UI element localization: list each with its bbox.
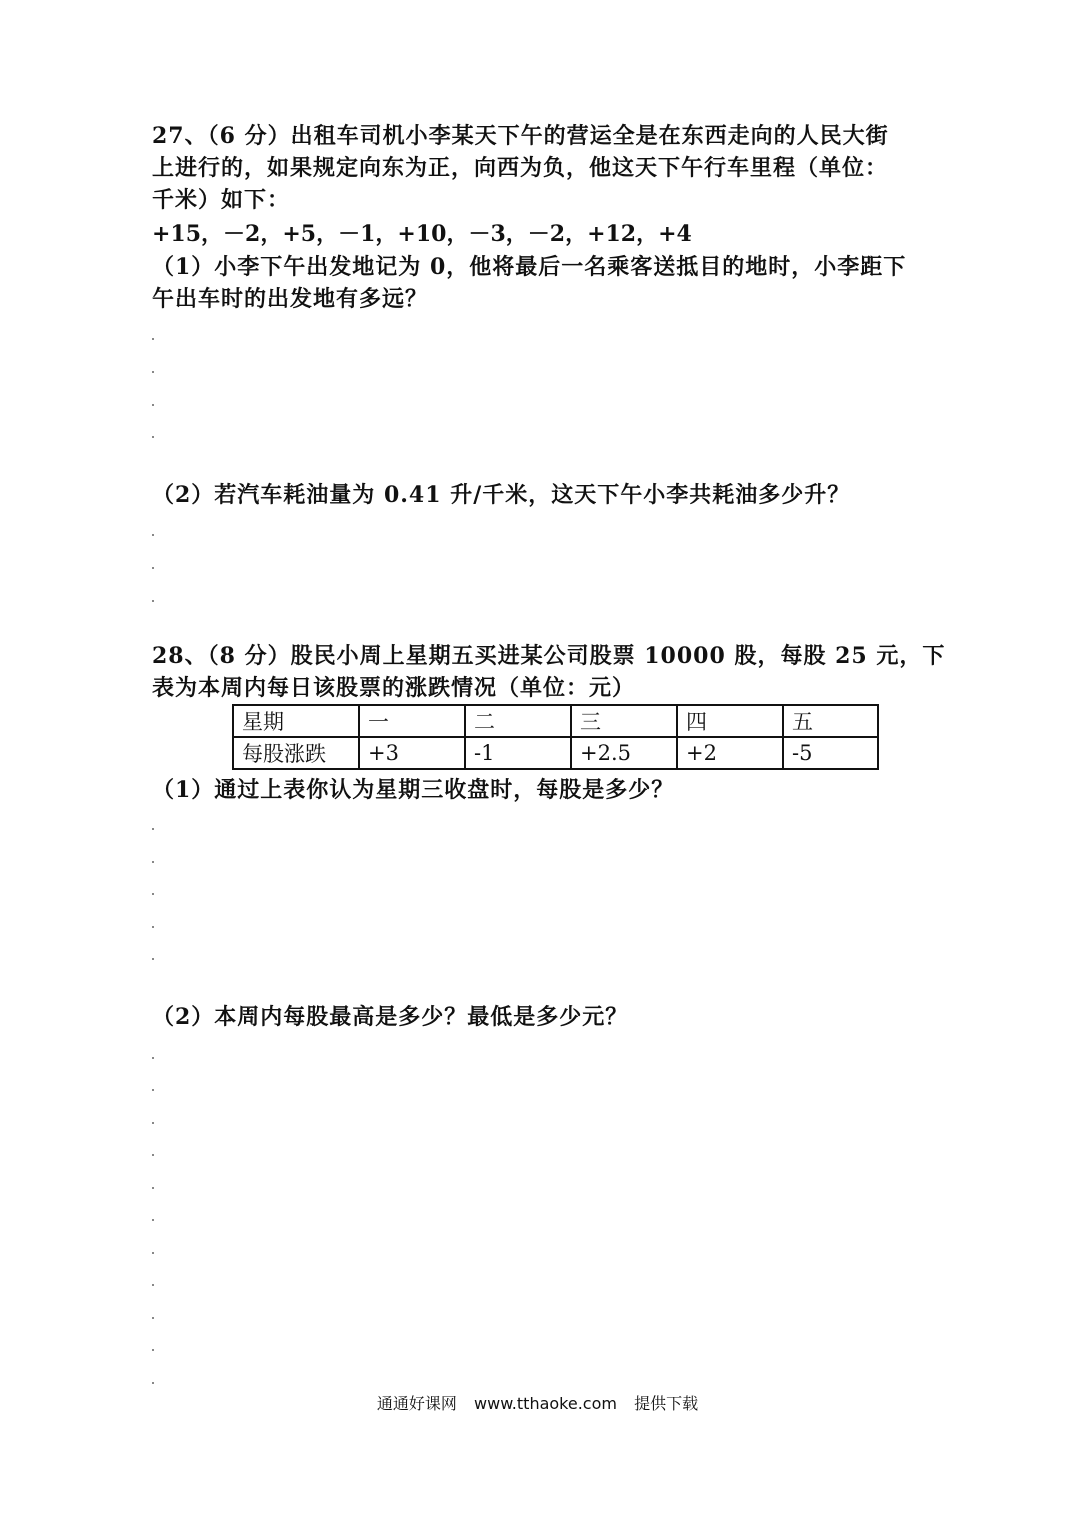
table-cell: 二 (465, 705, 571, 737)
q27-line-1: 27、（6 分）出租车司机小李某天下午的营运全是在东西走向的人民大街 (152, 123, 889, 149)
footer-url[interactable]: www.tthaoke.com (474, 1394, 617, 1413)
table-cell: +3 (359, 737, 465, 769)
table-cell: 四 (677, 705, 783, 737)
table-cell: +2 (677, 737, 783, 769)
footer-note: 提供下载 (634, 1394, 699, 1413)
table-cell: +2.5 (571, 737, 677, 769)
table-cell: 五 (783, 705, 878, 737)
q28-line-1: 28、（8 分）股民小周上星期五买进某公司股票 10000 股，每股 25 元，下 (152, 643, 946, 669)
table-row (233, 737, 878, 769)
table-cell: 每股涨跌 (233, 737, 359, 769)
q27-line-2: 上进行的，如果规定向东为正，向西为负，他这天下午行车里程（单位： (152, 155, 889, 181)
q28-part2: （2）本周内每股最高是多少？最低是多少元？ (152, 1004, 629, 1030)
table-cell: 三 (571, 705, 677, 737)
table-cell: 星期 (233, 705, 359, 737)
q27-part1-line-2: 午出车时的出发地有多远？ (152, 286, 429, 312)
q28-line-2: 表为本周内每日该股票的涨跌情况（单位：元） (152, 675, 636, 701)
footer-site-name: 通通好课网 (376, 1394, 457, 1413)
q28-part1: （1）通过上表你认为星期三收盘时，每股是多少？ (152, 777, 675, 803)
q27-mileage: +15，－2，+5，－1，+10，－3，－2，+12，+4 (152, 221, 692, 247)
q27-part1-line-1: （1）小李下午出发地记为 0，他将最后一名乘客送抵目的地时，小李距下 (152, 254, 907, 280)
table-cell: -5 (783, 737, 878, 769)
table-cell: 一 (359, 705, 465, 737)
table-header-row (233, 705, 878, 737)
q27-line-3: 千米）如下： (152, 187, 291, 213)
q27-part2: （2）若汽车耗油量为 0.41 升/千米，这天下午小李共耗油多少升？ (152, 482, 851, 508)
table-cell: -1 (465, 737, 571, 769)
stock-change-table (232, 704, 879, 770)
page-footer (0, 1391, 1075, 1414)
